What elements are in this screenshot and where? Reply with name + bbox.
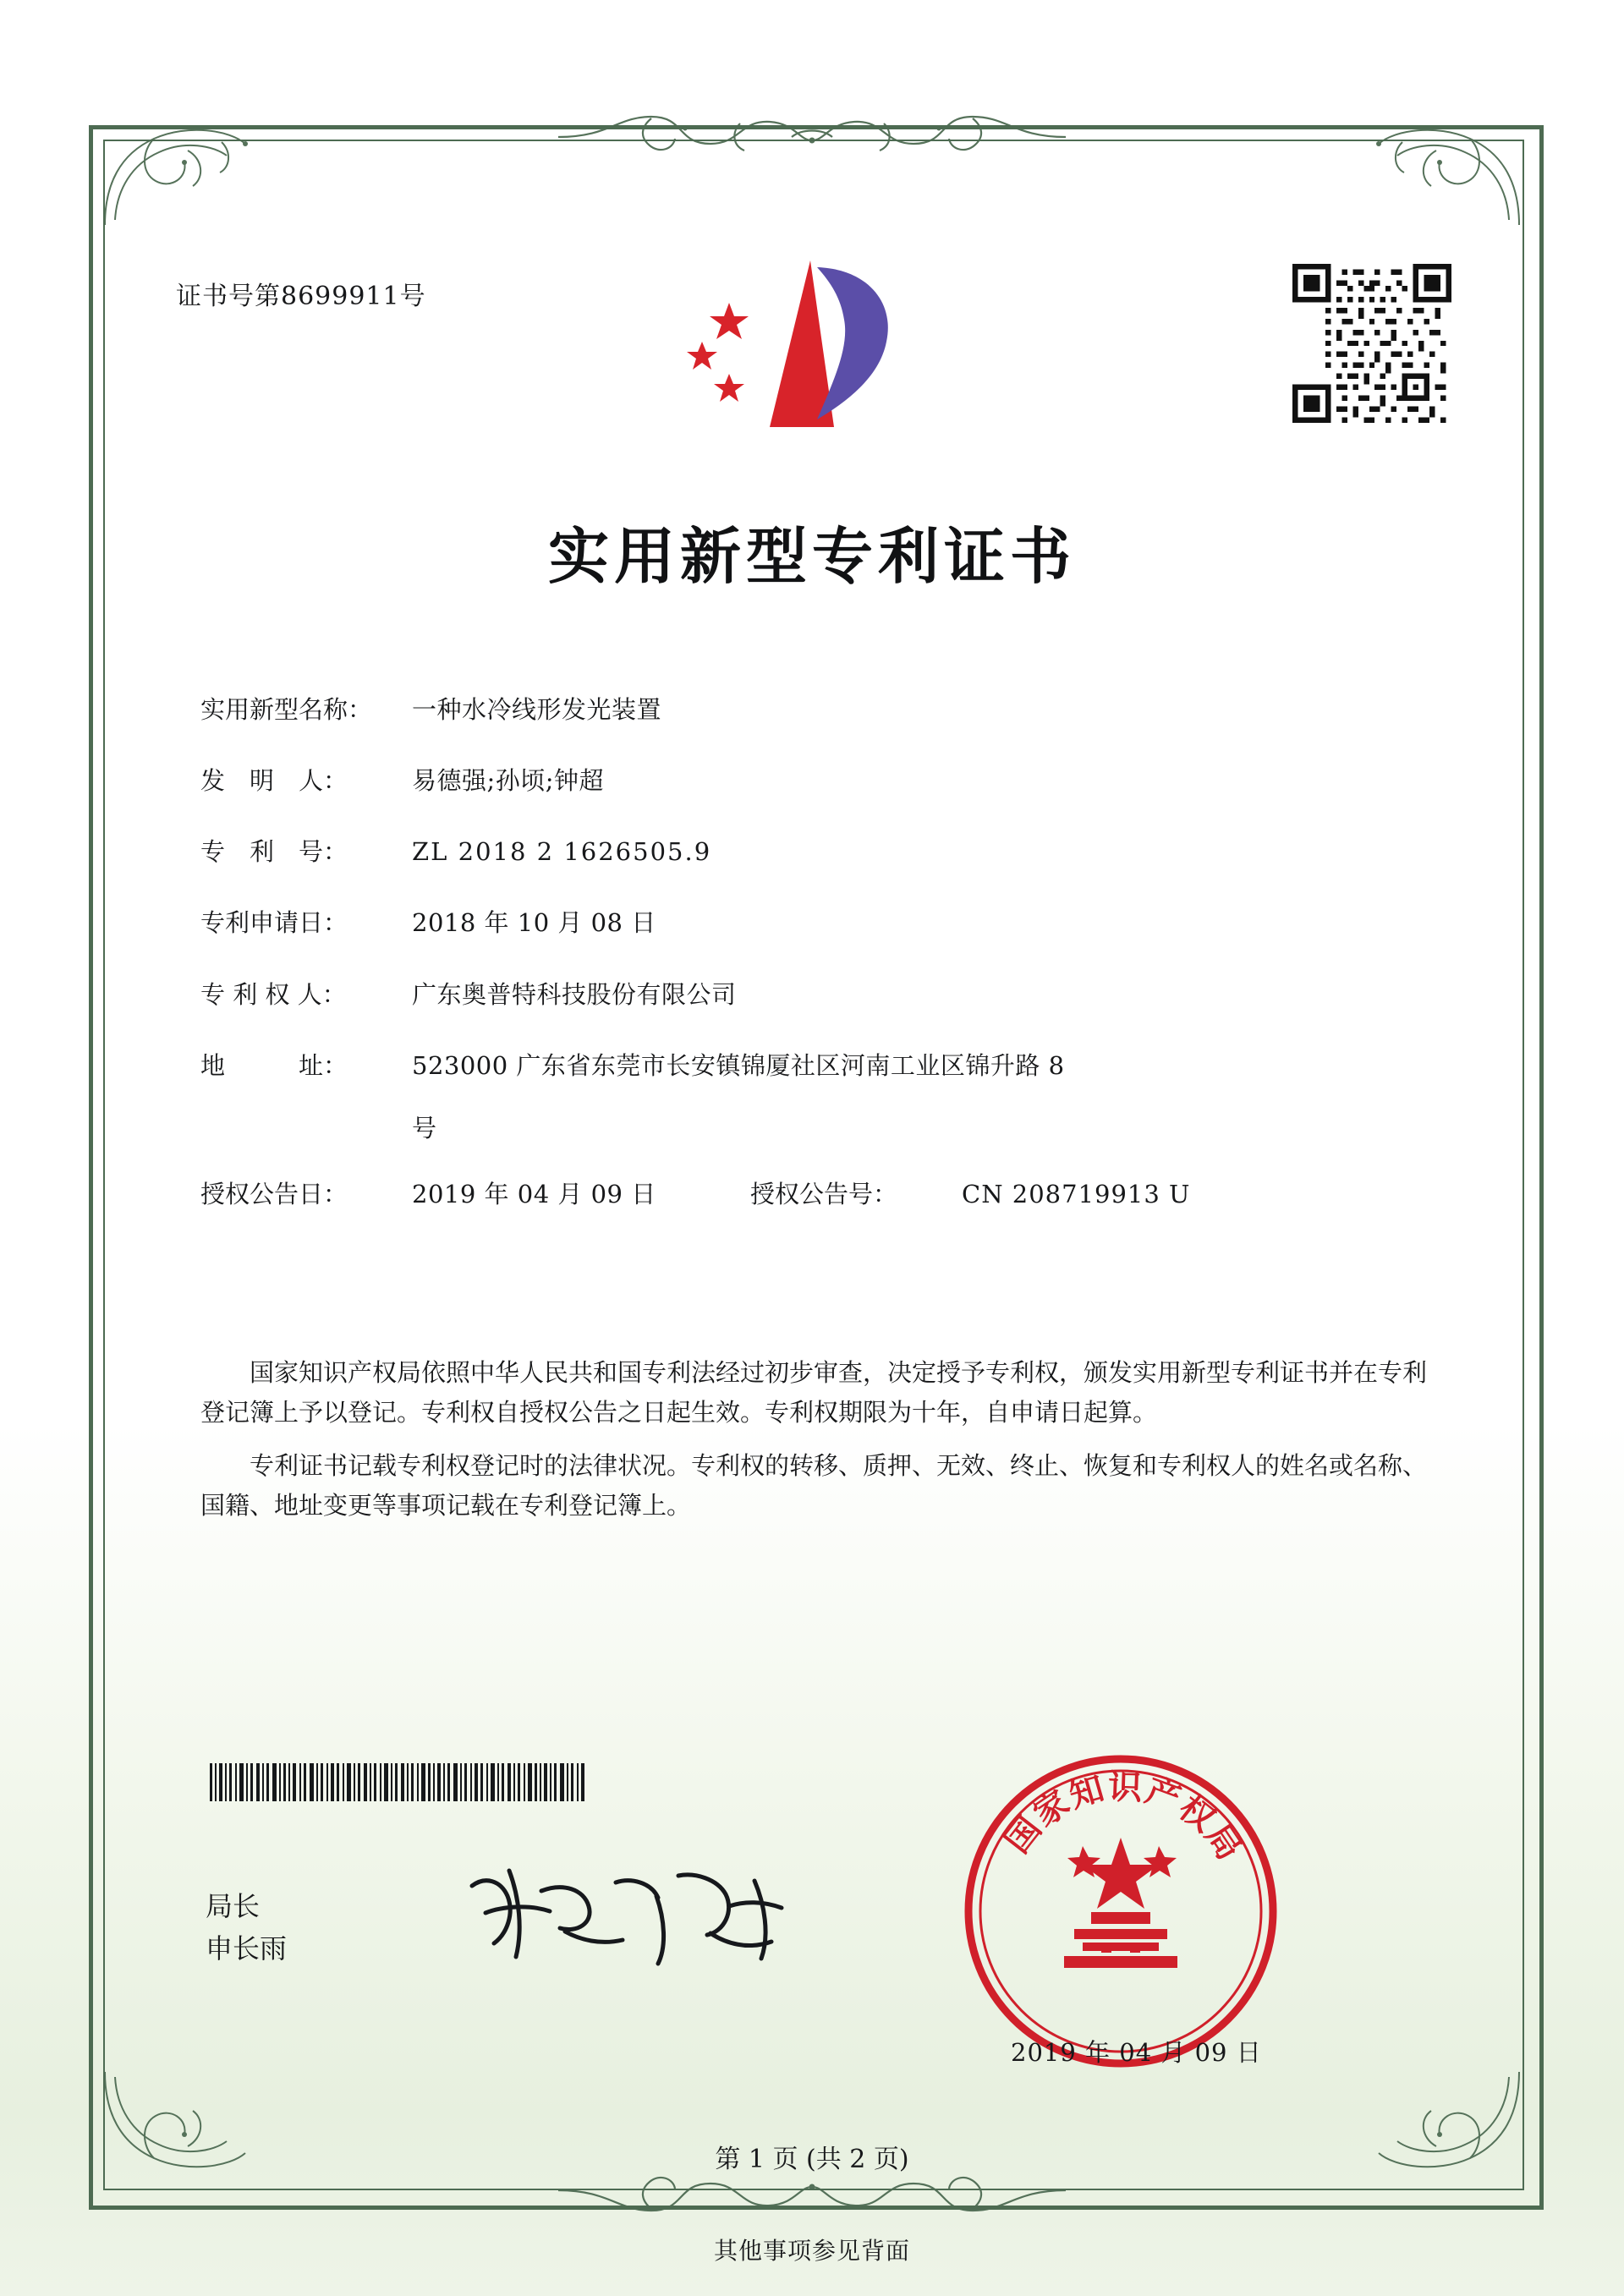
svg-text:产: 产 — [1140, 1770, 1186, 1820]
field-value: 2018 年 10 月 08 日 — [412, 908, 656, 938]
handwritten-signature-icon — [457, 1852, 812, 1979]
footer-note: 其他事项参见背面 — [713, 2237, 910, 2265]
cnipa-logo-icon — [668, 254, 956, 436]
field-value: 一种水冷线形发光装置 — [412, 695, 662, 724]
patent-fields — [200, 693, 1427, 1245]
svg-text:知: 知 — [1064, 1768, 1109, 1817]
grant-date-label: 授权公告日： — [200, 1179, 348, 1208]
barcode-icon — [210, 1763, 633, 1801]
svg-text:权: 权 — [1171, 1787, 1223, 1840]
field-label: 专 利 权 人： — [200, 979, 347, 1009]
signature-block — [206, 1886, 287, 1970]
certificate-number: 证书号第8699911号 — [176, 282, 426, 311]
field-address-line2: 号 — [412, 1113, 437, 1143]
field-value: 广东奥普特科技股份有限公司 — [412, 979, 737, 1009]
field-label: 实用新型名称： — [200, 695, 373, 724]
field-label: 地 址： — [200, 1050, 348, 1080]
field-value: 易德强;孙顷;钟超 — [412, 766, 605, 796]
svg-text:识: 识 — [1107, 1767, 1143, 1808]
page-indicator: 第 1 页 (共 2 页) — [715, 2145, 909, 2174]
field-inventors — [200, 764, 1427, 797]
svg-text:家: 家 — [1026, 1782, 1077, 1835]
director-name: 申长雨 — [206, 1932, 288, 1964]
paragraph-1: 国家知识产权局依照中华人民共和国专利法经过初步审查，决定授予专利权，颁发实用新型专利证书并在专利登记簿上予以登记。专利权自授权公告之日起生效。专利权期限为十年，自申请日起算。 — [200, 1358, 1428, 1427]
field-value: 523000 广东省东莞市长安镇锦厦社区河南工业区锦升路 8 — [412, 1050, 1065, 1080]
field-application-date — [200, 907, 1427, 940]
legal-text — [200, 1353, 1427, 1539]
page-title: 实用新型专利证书 — [547, 520, 1076, 592]
seal-date: 2019 年 04 月 09 日 — [1011, 2038, 1262, 2067]
svg-text:局: 局 — [1197, 1817, 1250, 1867]
field-value: ZL 2018 2 1626505.9 — [412, 837, 712, 867]
field-patent-number — [200, 836, 1427, 869]
svg-text:国: 国 — [996, 1809, 1050, 1861]
grant-number-label: 授权公告号： — [750, 1179, 898, 1208]
field-label: 专利申请日： — [200, 908, 348, 938]
field-label: 专 利 号： — [200, 837, 348, 867]
grant-number-value: CN 208719913 U — [962, 1179, 1191, 1208]
field-grant-row — [200, 1178, 1427, 1211]
paragraph-2: 专利证书记载专利权登记时的法律状况。专利权的转移、质押、无效、终止、恢复和专利权人的姓名或名称、国籍、地址变更等事项记载在专利登记簿上。 — [200, 1450, 1428, 1520]
grant-date-value: 2019 年 04 月 09 日 — [412, 1179, 656, 1208]
director-title-label: 局长 — [206, 1890, 261, 1922]
field-utility-model-name — [200, 693, 1427, 726]
field-address — [200, 1049, 1427, 1082]
field-patentee — [200, 978, 1427, 1011]
qr-code-icon — [1292, 264, 1451, 423]
field-label: 发 明 人： — [200, 766, 348, 796]
official-red-seal-icon — [956, 1746, 1286, 2076]
